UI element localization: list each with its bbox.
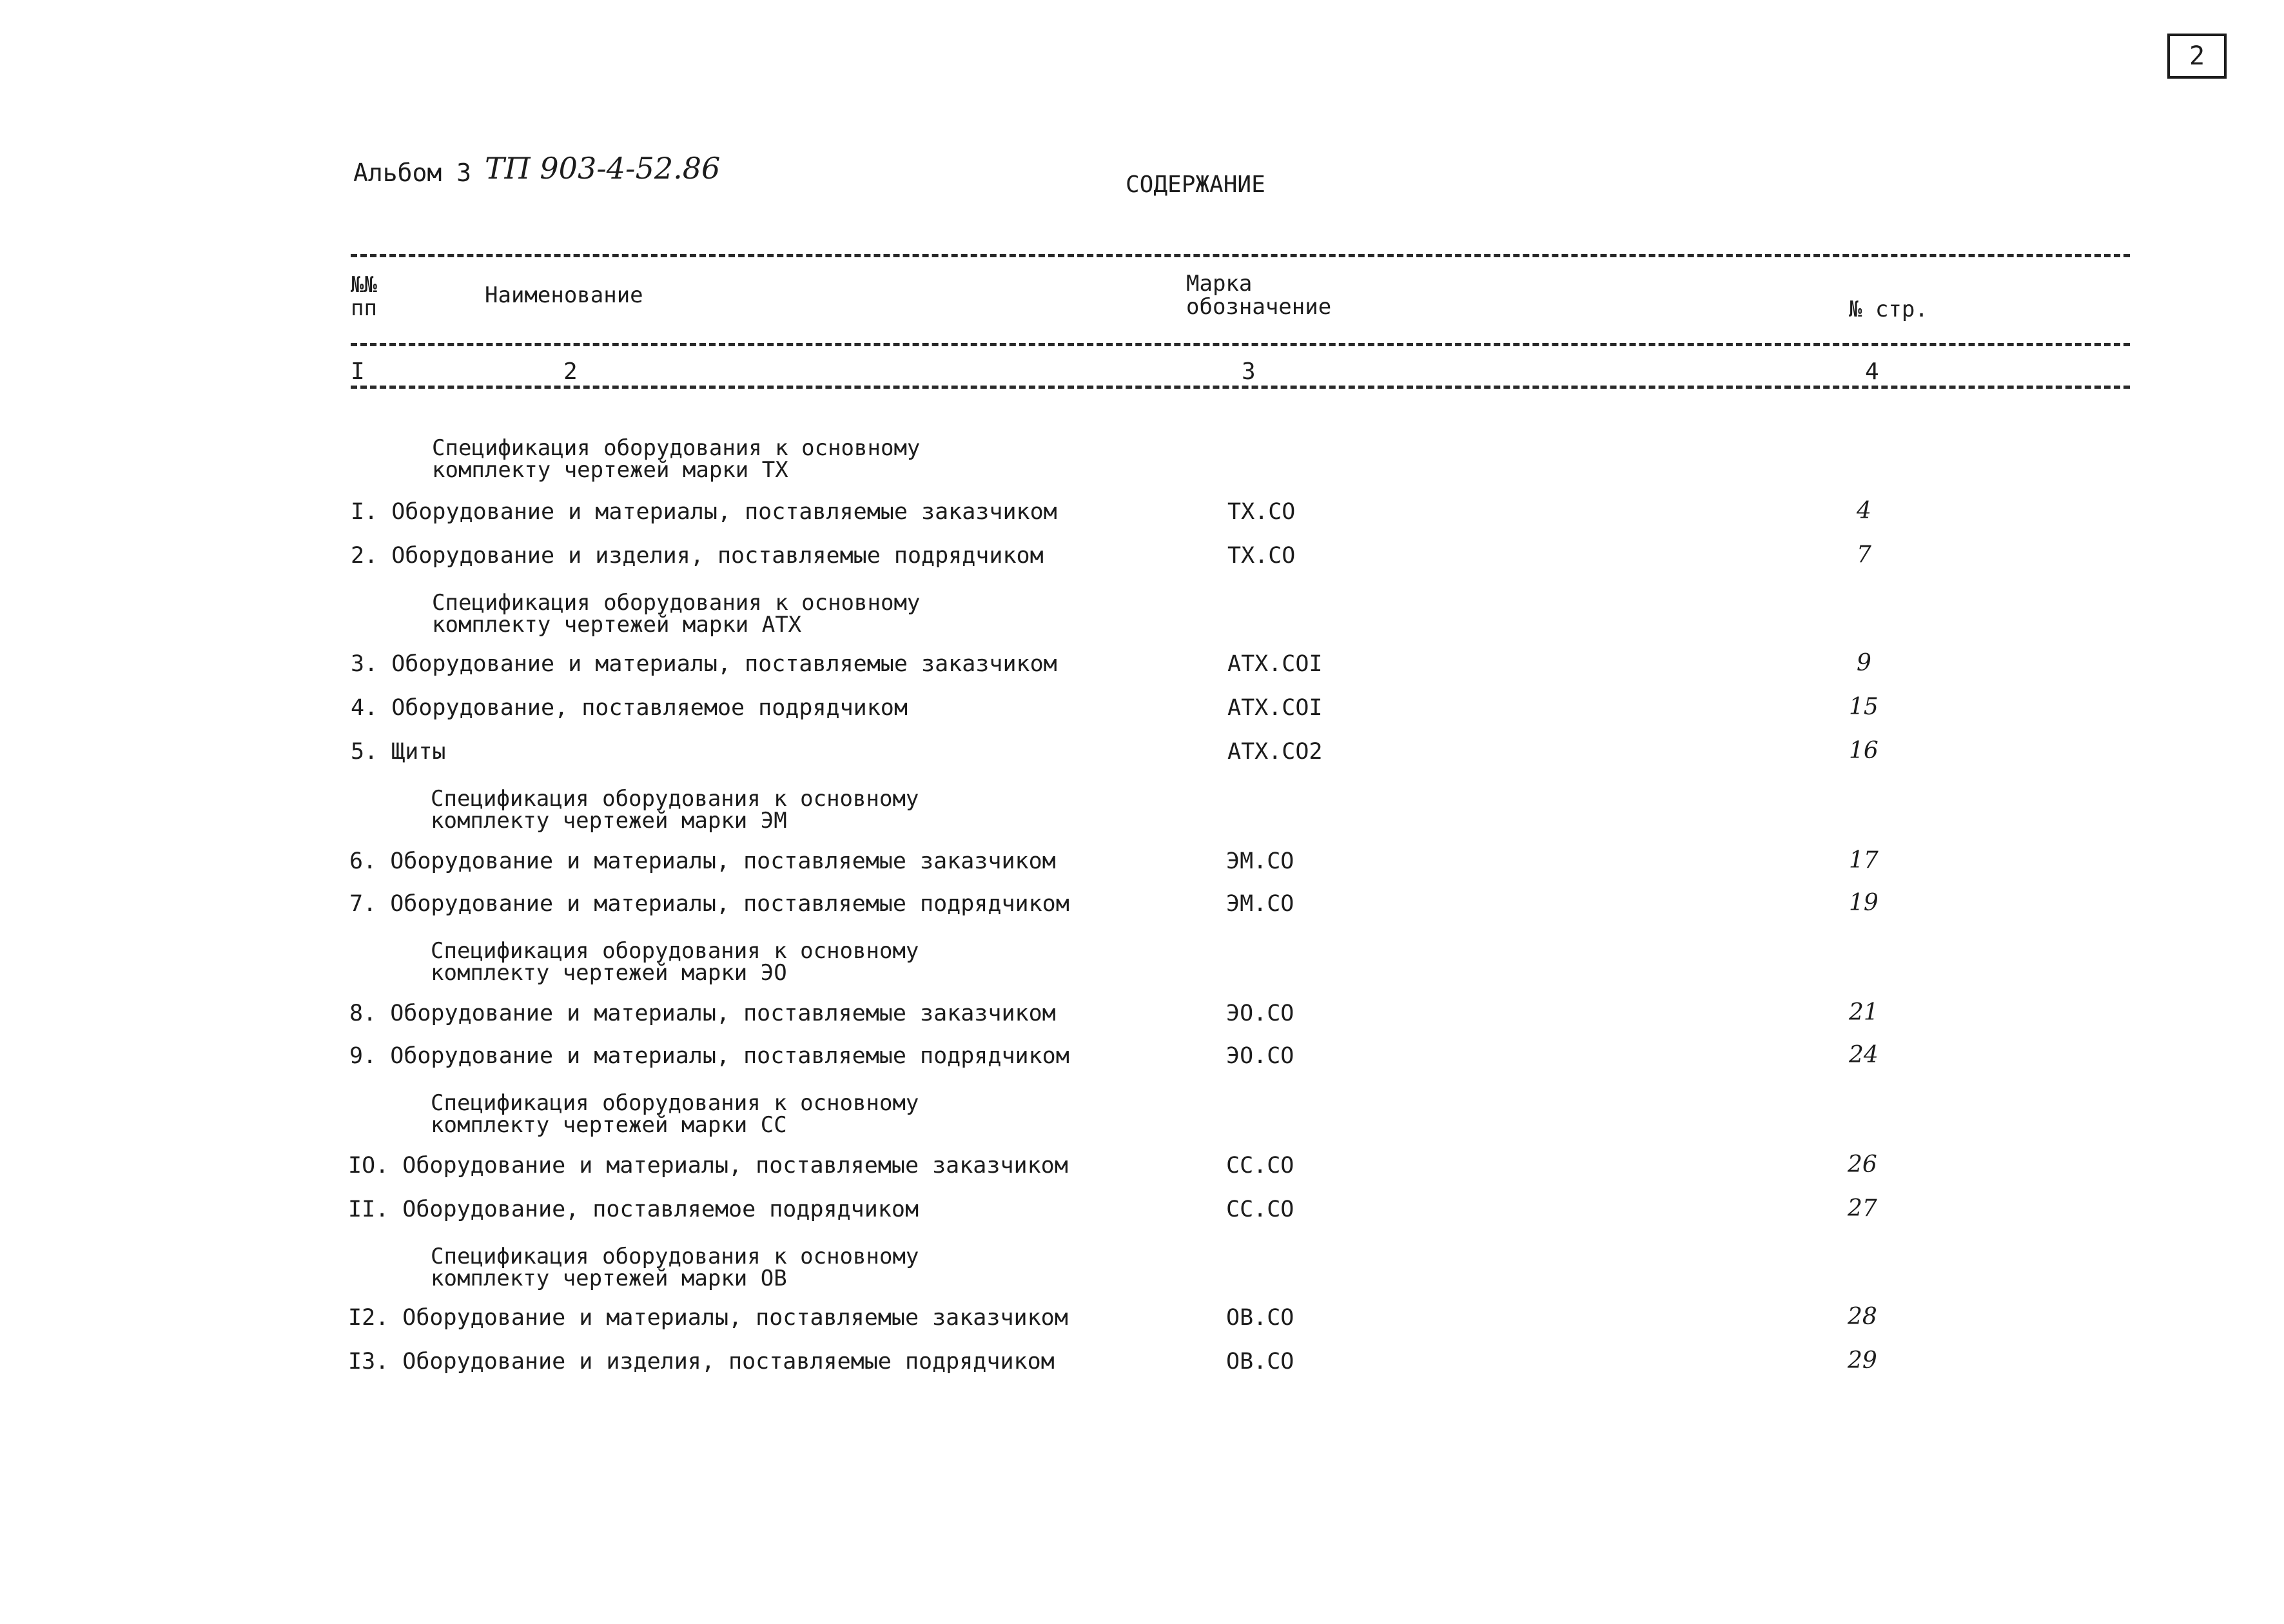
row-title: 6. Оборудование и материалы, поставляемые заказчиком [349,848,1056,874]
row-title: 2. Оборудование и изделия, поставляемые подрядчиком [351,543,1044,569]
row-page: 26 [1848,1151,1877,1178]
section-heading-eo: Спецификация оборудования к основному комплекту чертежей марки ЭО [431,938,919,986]
row-mark: ТХ.СО [1227,543,1296,569]
table-header-rule [351,343,2130,346]
row-title: 4. Оборудование, поставляемое подрядчиком [351,695,908,721]
album-label: Альбом 3 [353,159,472,187]
row-title: IO. Оборудование и материалы, поставляемые заказчиком [348,1153,1068,1179]
row-mark: СС.СО [1226,1153,1294,1179]
row-mark: ЭМ.СО [1226,891,1294,917]
row-page: 28 [1848,1304,1877,1330]
row-page: 16 [1849,738,1879,764]
header-col-number: №№ пп [351,272,377,321]
row-mark: АТХ.СОI [1227,651,1323,677]
column-number: 2 [563,358,578,385]
section-heading-ov: Спецификация оборудования к основному комплекту чертежей марки ОВ [431,1244,919,1291]
row-title: 7. Оборудование и материалы, поставляемые подрядчиком [349,891,1069,917]
row-mark: АТХ.СО2 [1227,739,1323,765]
row-mark: ЭО.СО [1226,1043,1294,1069]
row-title: II. Оборудование, поставляемое подрядчиком [348,1197,919,1222]
row-page: 29 [1848,1347,1877,1374]
row-mark: ЭО.СО [1226,1001,1294,1026]
table-numbers-rule [351,386,2130,389]
row-page: 24 [1849,1042,1879,1068]
row-title: 5. Щиты [351,739,446,765]
column-number: I [351,358,365,385]
row-mark: ЭМ.СО [1226,848,1294,874]
row-title: I2. Оборудование и материалы, поставляемые заказчиком [348,1305,1068,1331]
row-page: 7 [1857,542,1871,568]
row-page: 17 [1849,847,1879,874]
row-mark: ОВ.СО [1226,1305,1294,1331]
section-heading-em: Спецификация оборудования к основному комплекту чертежей марки ЭМ [431,786,919,834]
section-heading-atx: Спецификация оборудования к основному комплекту чертежей марки АТХ [432,590,921,638]
header-col-name: Наименование [485,282,643,308]
page-title: СОДЕРЖАНИЕ [1126,171,1265,198]
column-number: 3 [1242,358,1256,385]
row-title: I. Оборудование и материалы, поставляемые заказчиком [351,499,1057,525]
row-title: 9. Оборудование и материалы, поставляемые подрядчиком [349,1043,1069,1069]
row-page: 4 [1857,498,1871,524]
row-title: 3. Оборудование и материалы, поставляемые заказчиком [351,651,1057,677]
page-number: 2 [2167,34,2227,79]
row-title: 8. Оборудование и материалы, поставляемые заказчиком [349,1001,1056,1026]
column-number: 4 [1865,358,1879,385]
row-page: 19 [1849,890,1879,916]
row-title: I3. Оборудование и изделия, поставляемые подрядчиком [348,1349,1055,1375]
row-page: 27 [1848,1195,1877,1222]
section-heading-tx: Спецификация оборудования к основному комплекту чертежей марки ТХ [432,435,921,483]
row-mark: СС.СО [1226,1197,1294,1222]
row-mark: АТХ.СОI [1227,695,1323,721]
table-top-rule [351,254,2130,257]
project-code: ТП 903-4-52.86 [485,151,721,186]
header-col-page: № стр. [1849,297,1928,322]
section-heading-ss: Спецификация оборудования к основному комплекту чертежей марки СС [431,1090,919,1138]
row-page: 9 [1857,650,1871,676]
header-col-mark: Марка обозначение [1186,271,1332,320]
row-mark: ОВ.СО [1226,1349,1294,1375]
row-mark: ТХ.СО [1227,499,1296,525]
row-page: 15 [1849,694,1879,720]
row-page: 21 [1849,999,1879,1026]
